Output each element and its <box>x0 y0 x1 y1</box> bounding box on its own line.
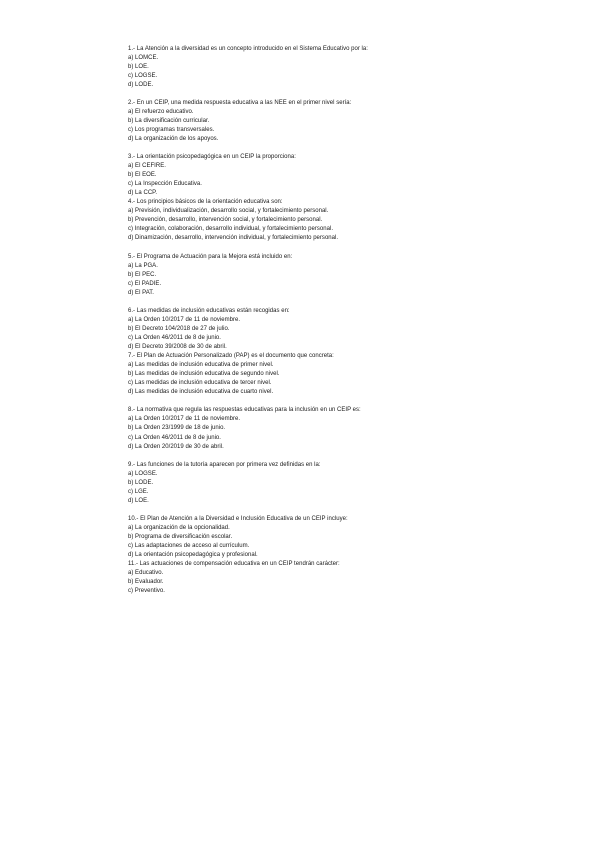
answer-option: b) El PEC. <box>128 271 157 278</box>
question-block-8 <box>128 406 568 451</box>
question-text: 4.- Los principios básicos de la orientación educativa son: <box>128 199 283 206</box>
answer-option: a) Las medidas de inclusión educativa de primer nivel. <box>128 362 274 369</box>
answer-option: a) La organización de la opcionalidad. <box>128 524 230 531</box>
answer-option: b) Programa de diversificación escolar. <box>128 534 233 541</box>
answer-option: a) La Orden 10/2017 de 11 de noviembre. <box>128 316 241 323</box>
answer-option: b) El Decreto 104/2018 de 27 de julio. <box>128 325 230 332</box>
answer-option: a) El CEFIRE. <box>128 163 166 170</box>
question-text: 2.- En un CEIP, una medida respuesta educativa a las NEE en el primer nivel sería: <box>128 99 352 106</box>
question-block-1 <box>128 45 568 90</box>
answer-option: b) La diversificación curricular. <box>128 117 210 124</box>
answer-option: d) Dinamización, desarrollo, intervención individual, y fortalecimiento personal. <box>128 235 339 242</box>
question-text: 6.- Las medidas de inclusión educativas están recogidas en: <box>128 307 290 314</box>
question-block-3 <box>128 153 568 198</box>
question-block-4 <box>128 198 568 243</box>
answer-option: c) Integración, colaboración, desarrollo individual, y fortalecimiento personal. <box>128 226 334 233</box>
answer-option: a) LOGSE. <box>128 470 158 477</box>
answer-option: d) Las medidas de inclusión educativa de cuarto nivel. <box>128 389 274 396</box>
answer-option: d) La organización de los apoyos. <box>128 135 219 142</box>
answer-option: c) La Orden 46/2011 de 8 de junio. <box>128 434 221 441</box>
question-block-11 <box>128 560 568 596</box>
answer-option: b) LOE. <box>128 63 149 70</box>
answer-option: c) Los programas transversales. <box>128 126 215 133</box>
answer-option: a) Previsión, individualización, desarrollo social, y fortalecimiento personal. <box>128 208 329 215</box>
question-text: 8.- La normativa que regula las respuestas educativas para la inclusión en un CEIP es: <box>128 407 361 414</box>
answer-option: b) Prevención, desarrollo, intervención social, y fortalecimiento personal. <box>128 217 323 224</box>
answer-option: d) El Decreto 39/2008 de 30 de abril. <box>128 344 227 351</box>
answer-option: c) El PADIE. <box>128 280 162 287</box>
answer-option: d) La CCP. <box>128 190 158 197</box>
answer-option: d) El PAT. <box>128 289 154 296</box>
quiz-content <box>128 45 568 597</box>
answer-option: b) Las medidas de inclusión educativa de segundo nivel. <box>128 371 280 378</box>
answer-option: b) Evaluador. <box>128 579 164 586</box>
question-text: 10.- El Plan de Atención a la Diversidad e Inclusión Educativa de un CEIP incluye: <box>128 515 348 522</box>
answer-option: d) La Orden 20/2019 de 30 de abril. <box>128 443 224 450</box>
answer-option: a) LOMCE. <box>128 54 159 61</box>
answer-option: c) Las adaptaciones de acceso al currículum. <box>128 543 250 550</box>
answer-option: a) Educativo. <box>128 570 164 577</box>
answer-option: d) LODE. <box>128 81 154 88</box>
answer-option: a) La PGA. <box>128 262 158 269</box>
answer-option: b) LODE. <box>128 479 154 486</box>
answer-option: d) LOE. <box>128 497 149 504</box>
answer-option: d) La orientación psicopedagógica y profesional. <box>128 552 258 559</box>
question-block-6 <box>128 307 568 352</box>
answer-option: a) El refuerzo educativo. <box>128 108 194 115</box>
answer-option: c) La Inspección Educativa. <box>128 181 202 188</box>
answer-option: b) El EOE. <box>128 172 157 179</box>
question-text: 3.- La orientación psicopedagógica en un CEIP la proporciona: <box>128 154 296 161</box>
answer-option: c) LGE. <box>128 488 149 495</box>
answer-option: c) Las medidas de inclusión educativa de tercer nivel. <box>128 380 272 387</box>
question-block-5 <box>128 253 568 298</box>
question-block-2 <box>128 99 568 144</box>
question-text: 5.- El Programa de Actuación para la Mejora está incluido en: <box>128 253 293 260</box>
answer-option: c) Preventivo. <box>128 588 165 595</box>
question-block-7 <box>128 352 568 397</box>
question-text: 11.- Las actuaciones de compensación educativa en un CEIP tendrán carácter: <box>128 561 340 568</box>
question-text: 7.- El Plan de Actuación Personalizado (PAP) es el documento que concreta: <box>128 353 334 360</box>
question-text: 9.- Las funciones de la tutoría aparecen por primera vez definidas en la: <box>128 461 321 468</box>
answer-option: c) LOGSE. <box>128 72 158 79</box>
question-block-10 <box>128 515 568 560</box>
answer-option: a) La Orden 10/2017 de 11 de noviembre. <box>128 416 241 423</box>
question-block-9 <box>128 461 568 506</box>
answer-option: c) La Orden 46/2011 de 8 de junio. <box>128 335 221 341</box>
question-text: 1.- La Atención a la diversidad es un concepto introducido en el Sistema Educativo por la: <box>128 45 368 52</box>
answer-option: b) La Orden 23/1999 de 18 de junio. <box>128 425 226 432</box>
